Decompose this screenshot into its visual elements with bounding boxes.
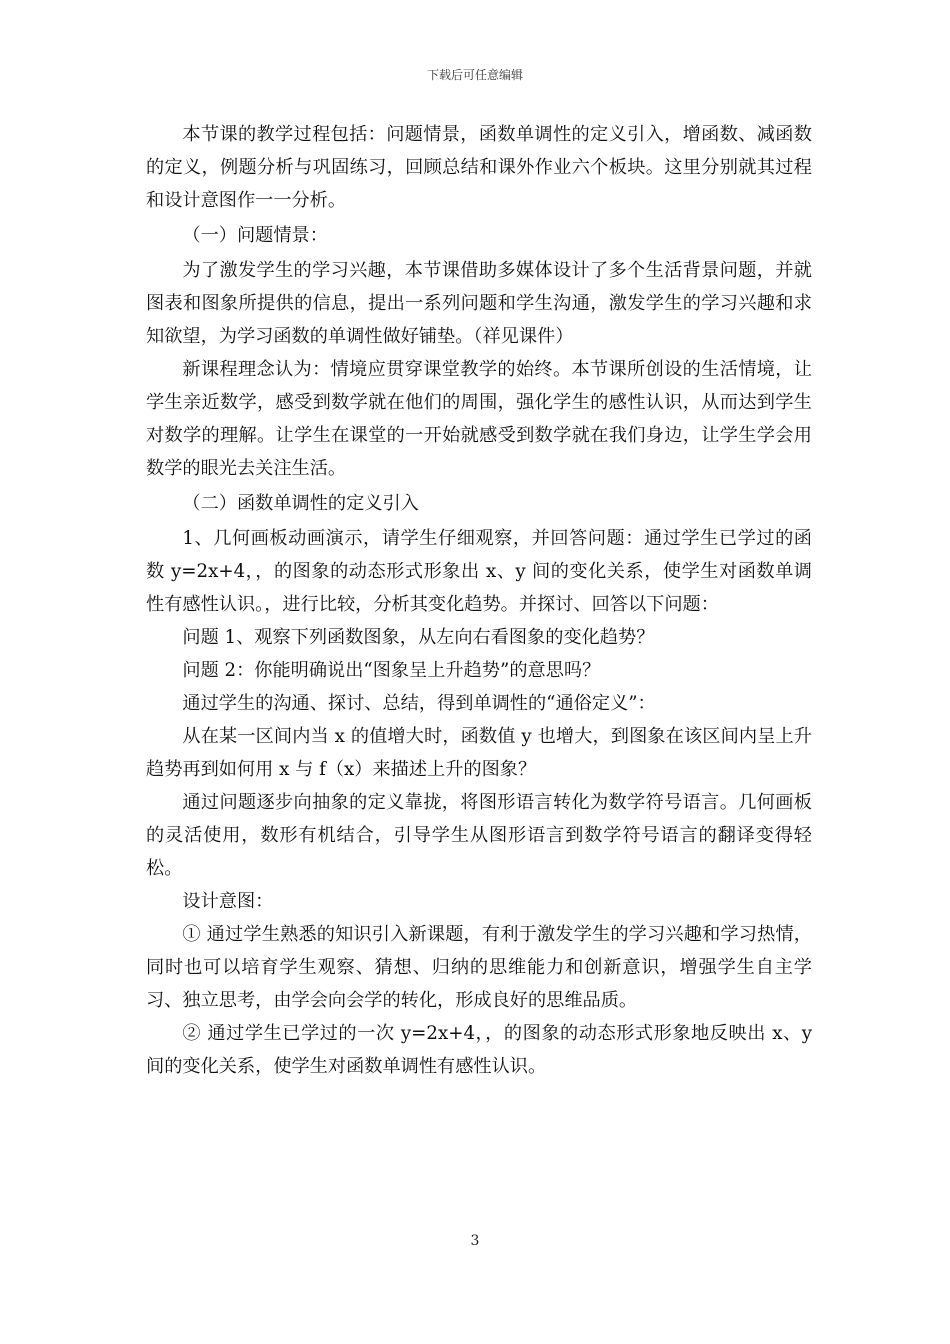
paragraph-question-2: 问题 2：你能明确说出“图象呈上升趋势”的意思吗？: [182, 660, 601, 681]
paragraph-intro: 本节课的教学过程包括：问题情景，函数单调性的定义引入，增函数、减函数的定义，例题分析与巩固练习，回顾总结和课外作业六个板块。这里分别就其过程和设计意图作一一分析。: [146, 124, 812, 211]
paragraph: 通过学生的沟通、探讨、总结，得到单调性的“通俗定义”：: [182, 693, 656, 714]
paragraph-design-intent-1: ① 通过学生熟悉的知识引入新课题，有利于激发学生的学习兴趣和学习热情，同时也可以培育学生观察、猜想、归纳的思维能力和创新意识，增强学生自主学习、独立思考，由学会向会学的转化，形成良好的思维品质。: [146, 924, 812, 1011]
section-heading-2: （二）函数单调性的定义引入: [182, 493, 419, 514]
section-heading-1: （一）问题情景：: [182, 225, 328, 246]
paragraph-design-intent-heading: 设计意图：: [182, 891, 274, 912]
paragraph-question-1: 问题 1、观察下列函数图象，从左向右看图象的变化趋势？: [182, 627, 655, 648]
page-header: 下载后可任意编辑: [426, 68, 523, 82]
paragraph: 为了激发学生的学习兴趣，本节课借助多媒体设计了多个生活背景问题，并就图表和图象所提供的信息，提出一系列问题和学生沟通，激发学生的学习兴趣和求知欲望，为学习函数的单调性做好铺垫。（祥见课件）: [146, 260, 812, 347]
paragraph: 从在某一区间内当 x 的值增大时，函数值 y 也增大，到图象在该区间内呈上升趋势再到如何用 x 与 f（x）来描述上升的图象？: [146, 726, 812, 780]
paragraph: 通过问题逐步向抽象的定义靠拢，将图形语言转化为数学符号语言。几何画板的灵活使用，数形有机结合，引导学生从图形语言到数学符号语言的翻译变得轻松。: [146, 792, 812, 879]
document-body: [146, 118, 812, 1083]
paragraph: 新课程理念认为：情境应贯穿课堂教学的始终。本节课所创设的生活情境，让学生亲近数学，感受到数学就在他们的周围，强化学生的感性认识，从而达到学生对数学的理解。让学生在课堂的一开始就感受到数学就在我们身边，让学生学会用数学的眼光去关注生活。: [146, 359, 812, 479]
page-number: 3: [470, 1233, 480, 1249]
paragraph-design-intent-2: ② 通过学生已学过的一次 y=2x+4，，的图象的动态形式形象地反映出 x、y 间的变化关系，使学生对函数单调性有感性认识。: [146, 1023, 812, 1077]
paragraph: 1、几何画板动画演示，请学生仔细观察，并回答问题：通过学生已学过的函数 y=2x+4，，的图象的动态形式形象出 x、y 间的变化关系，使学生对函数单调性有感性认识。，进行比较，分析其变化趋势。并探讨、回答以下问题：: [146, 528, 812, 615]
